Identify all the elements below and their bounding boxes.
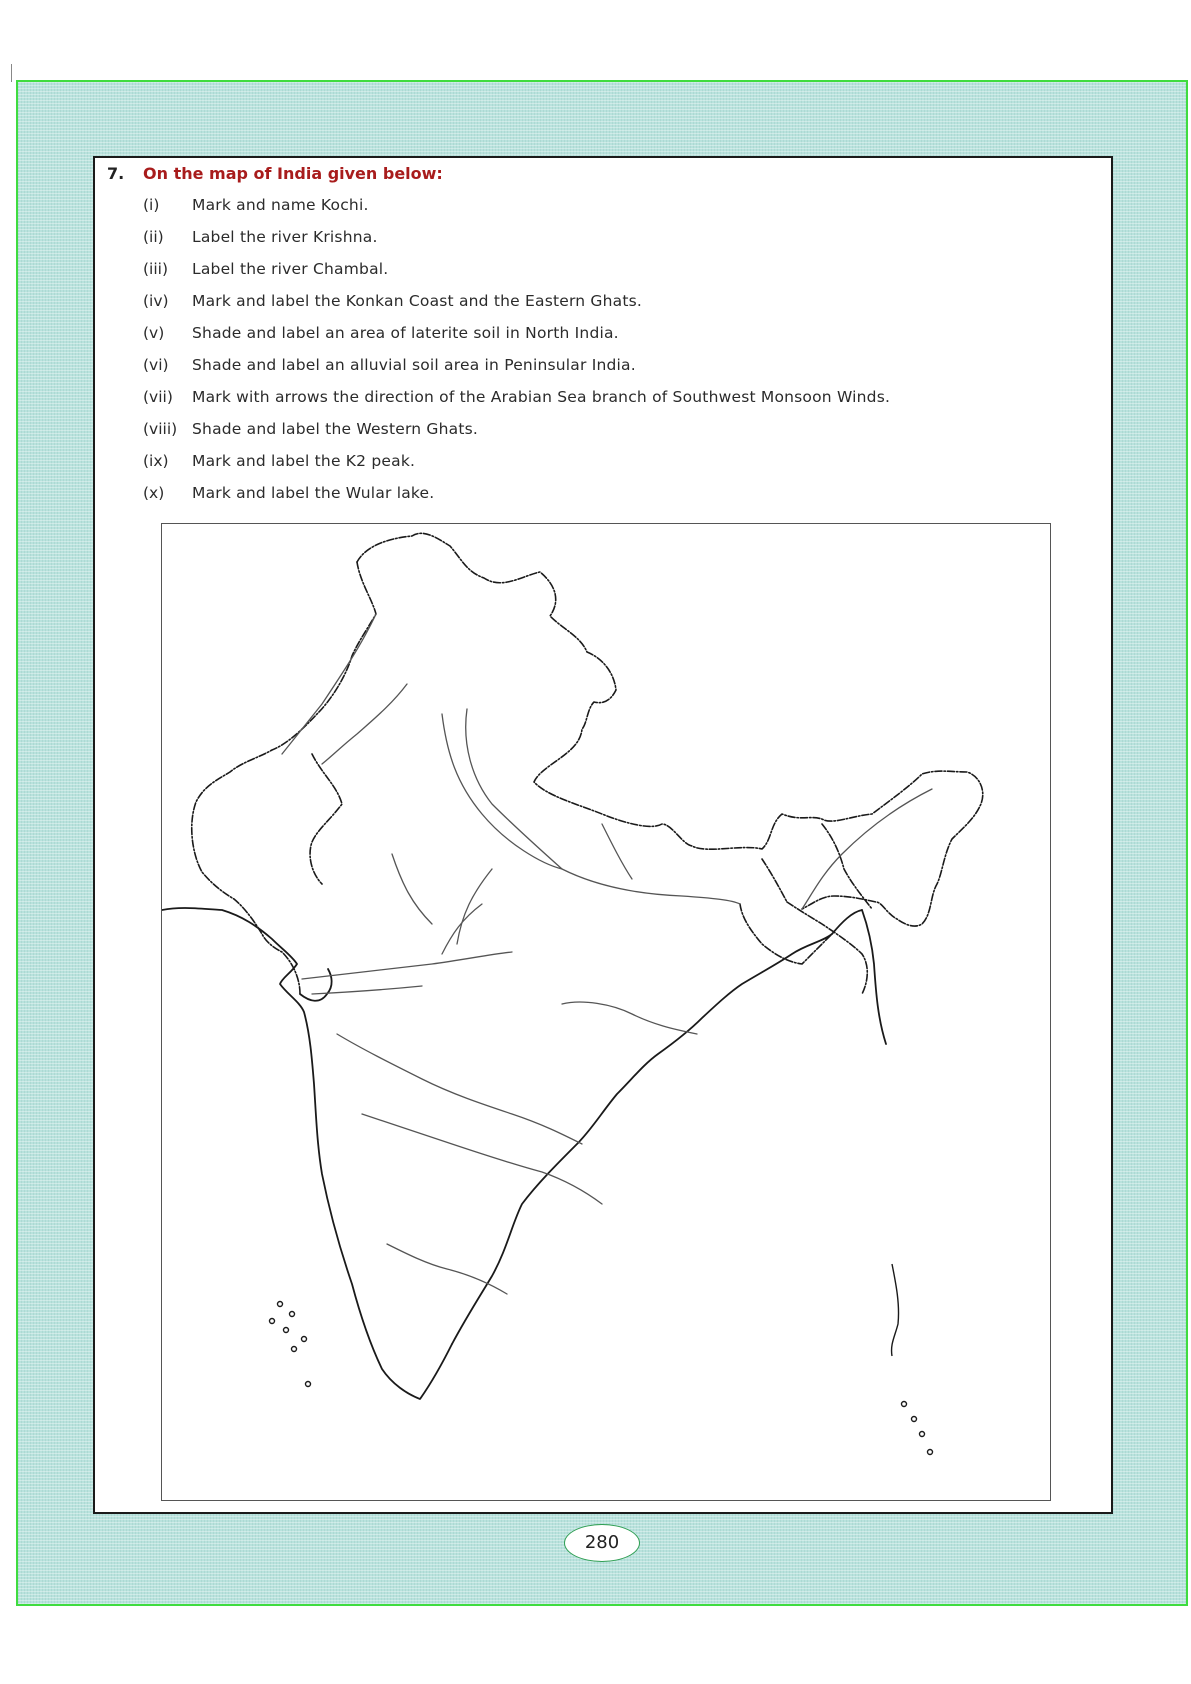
question-number: 7. (107, 164, 125, 183)
river-gandak (602, 824, 632, 879)
river-chambal (392, 854, 432, 924)
item-text: Label the river Chambal. (192, 260, 389, 278)
island-lakshadweep (290, 1312, 295, 1317)
item-number: (iv) (143, 292, 169, 310)
map-border-inner (310, 754, 342, 884)
river-krishna (362, 1114, 602, 1204)
island-nicobar (912, 1417, 917, 1422)
item-number: (ix) (143, 452, 169, 470)
island-lakshadweep (270, 1319, 275, 1324)
river-sutlej (322, 684, 407, 764)
item-text: Label the river Krishna. (192, 228, 378, 246)
item-number: (ii) (143, 228, 164, 246)
india-outline-map (162, 524, 1049, 1499)
river-mahanadi (562, 1002, 697, 1034)
island-nicobar (920, 1432, 925, 1437)
item-text: Shade and label an area of laterite soil in North India. (192, 324, 619, 342)
item-number: (x) (143, 484, 165, 502)
question-box (93, 156, 1113, 1514)
river-tapi (312, 986, 422, 994)
item-number: (vii) (143, 388, 173, 406)
river-godavari (337, 1034, 582, 1144)
island-lakshadweep (302, 1337, 307, 1342)
island-lakshadweep (306, 1382, 311, 1387)
item-text: Mark and label the K2 peak. (192, 452, 416, 470)
map-coast-west (162, 908, 452, 1399)
river-ganga (466, 709, 740, 904)
crop-mark (11, 64, 12, 82)
river-indus (282, 614, 376, 754)
island-lakshadweep (278, 1302, 283, 1307)
map-border-east (740, 824, 872, 994)
item-text: Mark and label the Konkan Coast and the Eastern Ghats. (192, 292, 643, 310)
item-text: Shade and label the Western Ghats. (192, 420, 479, 438)
river-son (442, 904, 482, 954)
island-nicobar (902, 1402, 907, 1407)
item-text: Mark and label the Wular lake. (192, 484, 435, 502)
item-text: Shade and label an alluvial soil area in Peninsular India. (192, 356, 636, 374)
island-lakshadweep (292, 1347, 297, 1352)
map-border-west (192, 562, 376, 994)
page-number-badge: 280 (564, 1524, 640, 1562)
item-number: (v) (143, 324, 165, 342)
item-number: (vi) (143, 356, 169, 374)
river-brahmaputra (802, 789, 932, 909)
island-lakshadweep (284, 1328, 289, 1333)
item-number: (i) (143, 196, 160, 214)
river-betwa (457, 869, 492, 944)
item-number: (iii) (143, 260, 169, 278)
item-text: Mark with arrows the direction of the Arabian Sea branch of Southwest Monsoon Winds. (192, 388, 891, 406)
island-andaman (892, 1264, 899, 1356)
item-text: Mark and name Kochi. (192, 196, 369, 214)
river-kaveri (387, 1244, 507, 1294)
map-coast-east (452, 910, 862, 1344)
river-yamuna (442, 714, 562, 869)
map-border-north (357, 533, 983, 926)
item-number: (viii) (143, 420, 178, 438)
question-title: On the map of India given below: (143, 164, 443, 183)
river-narmada (302, 952, 512, 979)
island-nicobar (928, 1450, 933, 1455)
map-coast-myanmar (862, 910, 886, 1044)
map-frame (161, 523, 1051, 1501)
map-coast-gujarat (300, 969, 332, 1001)
